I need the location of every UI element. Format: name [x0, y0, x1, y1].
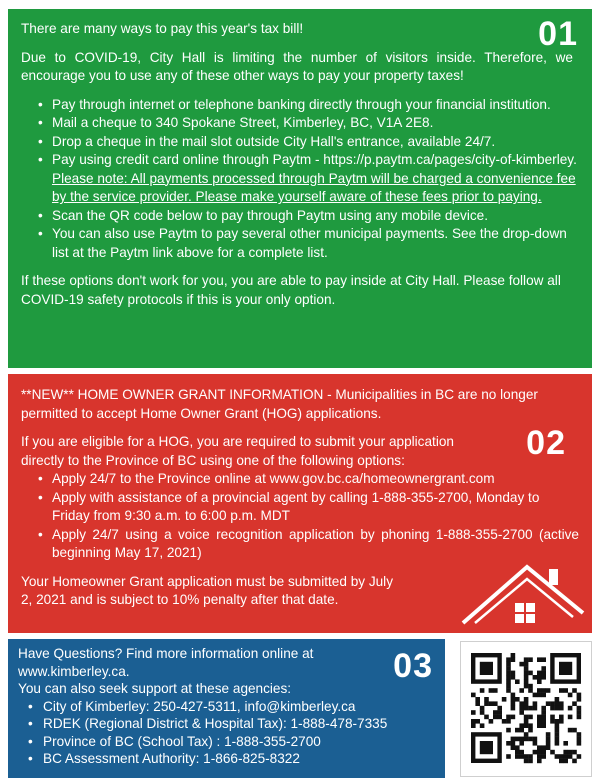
list-item: • BC Assessment Authority: 1-866-825-8322 [18, 750, 435, 768]
paytm-link-text[interactable]: Pay using credit card online through Paytm - https://p.paytm.ca/pages/city-of-kimberley. [52, 152, 577, 167]
questions-text: Have Questions? Find more information online at www.kimberley.ca. [18, 646, 314, 679]
list-item: • Scan the QR code below to pay through Paytm using any mobile device. [21, 207, 579, 226]
list-item: • You can also use Paytm to pay several other municipal payments. See the drop-down list at the Paytm link above for a complete list. [21, 225, 579, 262]
qr-code-icon[interactable] [460, 641, 592, 777]
section-01 [8, 9, 592, 368]
hog-eligibility: If you are eligible for a HOG, you are required to submit your application directly to the Province of BC using one of the following options: [21, 434, 454, 468]
list-item: • Province of BC (School Tax) : 1-888-355-2700 [18, 733, 435, 751]
payment-options-list [21, 96, 579, 263]
section-number-02: 02 [526, 424, 566, 462]
section-number-01: 01 [538, 15, 578, 53]
paytm-fee-note: Please note: All payments processed through Paytm will be charged a convenience fee by the service provider. Please make yourself aware of these fees prior to paying. [52, 170, 576, 204]
covid-notice: Due to COVID-19, City Hall is limiting the number of visitors inside. Therefore, we encourage you to use any of these other ways to pay your property taxes! [21, 49, 573, 83]
list-item: • Drop a cheque in the mail slot outside City Hall's entrance, available 24/7. [21, 133, 579, 152]
list-item: • RDEK (Regional District & Hospital Tax): 1-888-478-7335 [18, 715, 435, 733]
list-item: • Pay through internet or telephone banking directly through your financial institution. [21, 96, 579, 115]
list-item: • Mail a cheque to 340 Spokane Street, Kimberley, BC, V1A 2E8. [21, 114, 579, 133]
list-item: • Apply 24/7 to the Province online at www.gov.bc.ca/homeownergrant.com [21, 470, 579, 489]
closing-text: If these options don't work for you, you are able to pay inside at City Hall. Please follow all COVID-19 safety protocols if this is your only option. [21, 273, 561, 307]
list-item: • City of Kimberley: 250-427-5311, info@kimberley.ca [18, 698, 435, 716]
support-text: You can also seek support at these agencies: [18, 681, 292, 696]
house-roof-icon [455, 545, 585, 627]
agency-list [18, 698, 435, 768]
section-03 [8, 639, 445, 778]
qr-code-graphic [461, 642, 591, 776]
list-item: • Apply with assistance of a provincial agent by calling 1-888-355-2700, Monday to Friday from 9:30 a.m. to 6:00 p.m. MDT [21, 489, 579, 526]
section-number-03: 03 [393, 647, 433, 685]
list-item: • Apply 24/7 using a voice recognition application by phoning 1-888-355-2700 (active beginning May 17, 2021) [21, 526, 579, 563]
list-item-paytm [21, 151, 579, 207]
hog-lead: **NEW** HOME OWNER GRANT INFORMATION - Municipalities in BC are no longer permitted to accept Home Owner Grant (HOG) applications. [21, 387, 538, 421]
intro-text: There are many ways to pay this year's tax bill! [21, 21, 304, 36]
hog-deadline: Your Homeowner Grant application must be submitted by July 2, 2021 and is subject to 10% penalty after that date. [21, 573, 394, 607]
